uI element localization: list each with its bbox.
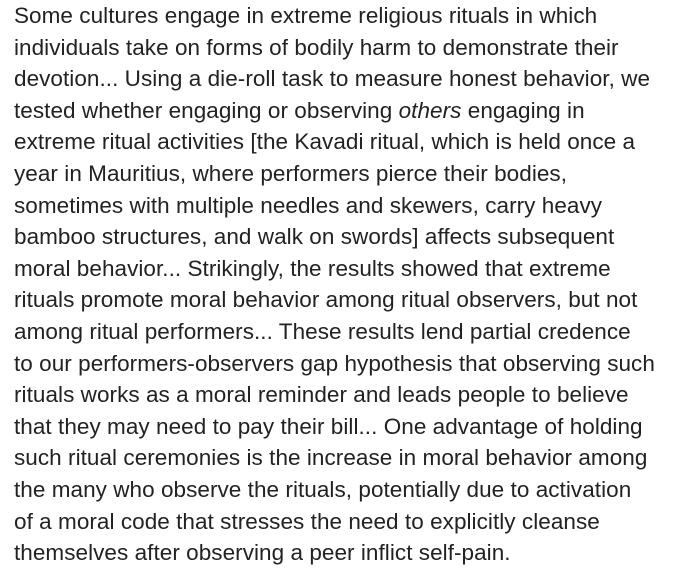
passage-line: extreme ritual activities [the Kavadi ritual, which is held once a	[14, 129, 636, 155]
passage-line: sometimes with multiple needles and skewers, carry heavy	[14, 192, 603, 218]
passage-line: Some cultures engage in extreme religious rituals in which	[14, 3, 598, 28]
passage-line: individuals take on forms of bodily harm to demonstrate their	[14, 34, 619, 60]
passage-line: such ritual ceremonies is the increase in moral behavior among	[14, 445, 648, 471]
passage-line: of a moral code that stresses the need to explicitly cleanse	[14, 508, 600, 534]
passage-line: devotion... Using a die-roll task to measure honest behavior, we	[14, 66, 651, 92]
passage-text: engaging in	[461, 97, 585, 123]
passage-line: among ritual performers... These results lend partial credence	[14, 318, 631, 344]
passage-line: year in Mauritius, where performers pierce their bodies,	[14, 160, 568, 186]
quoted-passage	[14, 0, 698, 569]
passage-line: themselves after observing a peer inflict self-pain.	[14, 540, 511, 566]
passage-line	[14, 95, 698, 127]
passage-line: that they may need to pay their bill... One advantage of holding	[14, 413, 643, 439]
emphasized-word: others	[398, 97, 462, 123]
passage-line: to our performers-observers gap hypothesis that observing such	[14, 350, 655, 376]
passage-line: rituals works as a moral reminder and leads people to believe	[14, 382, 629, 408]
passage-text: tested whether engaging or observing	[14, 97, 399, 123]
passage-line: the many who observe the rituals, potentially due to activation	[14, 476, 632, 502]
passage-line: rituals promote moral behavior among ritual observers, but not	[14, 287, 638, 313]
passage-line: bamboo structures, and walk on swords] affects subsequent	[14, 224, 615, 250]
passage-line: moral behavior... Strikingly, the results showed that extreme	[14, 255, 611, 281]
